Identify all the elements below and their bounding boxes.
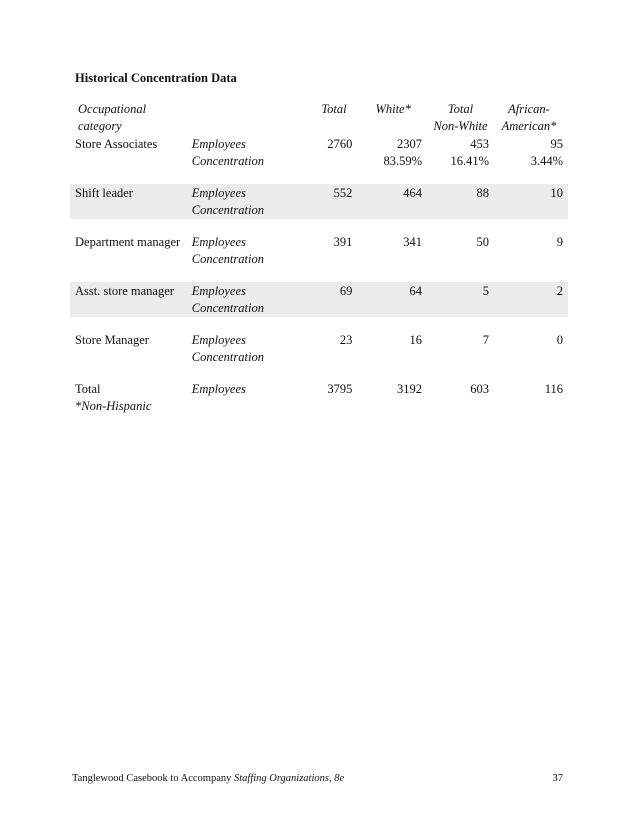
col-header-white: White* — [375, 102, 411, 116]
table-row: Asst. store manager Employees Concentration 69 64 5 2 — [70, 282, 568, 317]
table-row: Store Associates Employees Concentration 2760 2307 83.59% 453 16.41% 95 3.44% — [75, 137, 563, 168]
page-number: 37 — [552, 773, 563, 784]
col-header-nonwhite: Total Non-White — [433, 102, 488, 133]
col-header-african-american: African- American* — [501, 102, 557, 133]
table-header-row — [70, 101, 568, 135]
table-row: Department manager Employees Concentration 391 341 50 9 — [75, 235, 563, 266]
footnote-non-hispanic: *Non-Hispanic — [75, 399, 152, 413]
table-total-row: Total *Non-Hispanic Employees 3795 3192 603 116 — [75, 382, 563, 413]
col-header-category: Occupational category — [78, 102, 147, 133]
col-header-total: Total — [321, 102, 347, 116]
concentration-table — [70, 101, 568, 415]
table-title: Historical Concentration Data — [75, 71, 237, 85]
page-footer: Tanglewood Casebook to Accompany Staffing Organizations, 8e — [72, 773, 345, 784]
table-row: Store Manager Employees Concentration 23 16 7 0 — [75, 333, 563, 364]
table-row: Shift leader Employees Concentration 552 464 88 10 — [70, 184, 568, 219]
